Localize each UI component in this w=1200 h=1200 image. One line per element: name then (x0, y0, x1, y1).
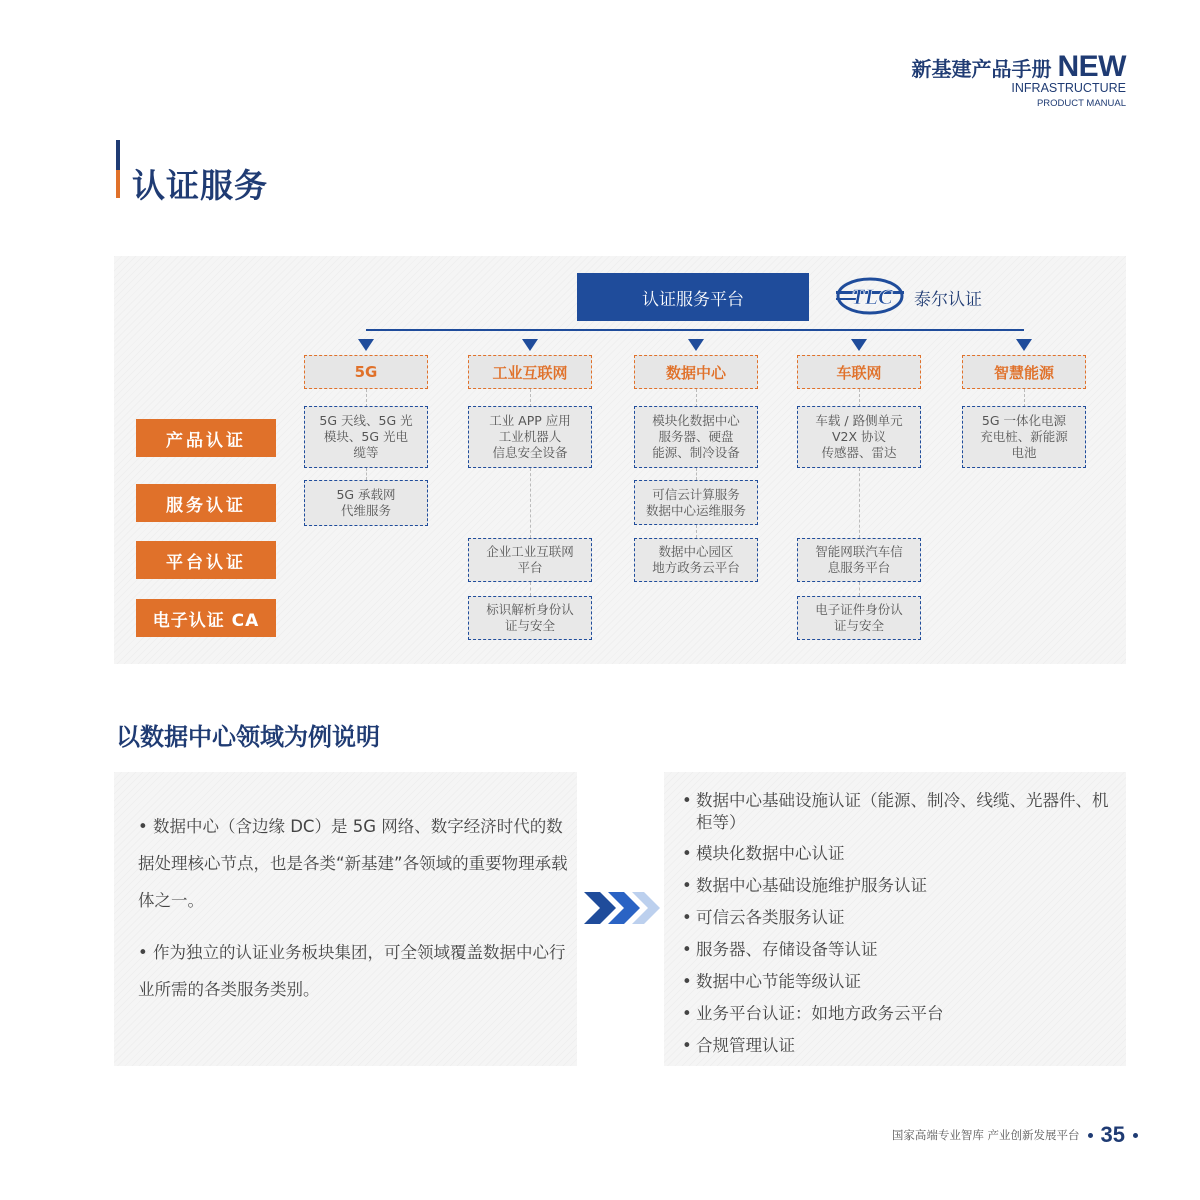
list-item: • 模块化数据中心认证 (682, 843, 1122, 865)
header-title (912, 52, 1127, 82)
footer-dot-icon (1088, 1133, 1093, 1138)
chevron-right-icon (584, 890, 664, 926)
item-industrial-platform: 企业工业互联网 平台 (468, 538, 592, 582)
connector-dash (530, 468, 531, 538)
certification-list (682, 790, 1122, 1067)
arrow-down-icon (851, 339, 867, 351)
list-item: • 业务平台认证：如地方政务云平台 (682, 1003, 1122, 1025)
title-accent-bar-orange (116, 170, 120, 198)
item-industrial-products: 工业 APP 应用 工业机器人 信息安全设备 (468, 406, 592, 468)
connector-dash (530, 582, 531, 596)
label-platform-certification: 平台认证 (136, 541, 276, 579)
page-title: 认证服务 (132, 166, 268, 205)
section-title: 以数据中心领域为例说明 (116, 723, 380, 751)
category-vehicle-network: 车联网 (797, 355, 921, 389)
connector-dash (1024, 389, 1025, 407)
item-vehicle-platform: 智能网联汽车信 息服务平台 (797, 538, 921, 582)
header-title-new: NEW (1057, 50, 1126, 83)
category-5g: 5G (304, 355, 428, 389)
connector-line (366, 329, 1024, 331)
category-industrial-internet: 工业互联网 (468, 355, 592, 389)
left-paragraph-2: • 作为独立的认证业务板块集团，可全领域覆盖数据中心行业所需的各类服务类别。 (138, 943, 566, 999)
list-item: • 数据中心基础设施维护服务认证 (682, 875, 1122, 897)
item-dc-products: 模块化数据中心 服务器、硬盘 能源、制冷设备 (634, 406, 758, 468)
list-item: • 可信云各类服务认证 (682, 907, 1122, 929)
arrow-down-icon (358, 339, 374, 351)
connector-dash (859, 468, 860, 538)
arrow-down-icon (522, 339, 538, 351)
tlc-logo-icon (836, 277, 904, 315)
connector-dash (366, 389, 367, 407)
header-subtitle-1: INFRASTRUCTURE (1011, 81, 1126, 95)
arrow-down-icon (688, 339, 704, 351)
header-subtitle-2: PRODUCT MANUAL (1036, 98, 1126, 109)
list-item: • 数据中心节能等级认证 (682, 971, 1122, 993)
item-vehicle-products: 车载 / 路侧单元 V2X 协议 传感器、雷达 (797, 406, 921, 468)
category-smart-energy: 智慧能源 (962, 355, 1086, 389)
label-electronic-ca: 电子认证 CA (136, 599, 276, 637)
footer (892, 1122, 1138, 1148)
list-item: • 合规管理认证 (682, 1035, 1122, 1057)
connector-dash (366, 468, 367, 480)
item-dc-platform: 数据中心园区 地方政务云平台 (634, 538, 758, 582)
item-energy-products: 5G 一体化电源 充电桩、新能源 电池 (962, 406, 1086, 468)
tlc-logo-text: TLC (851, 284, 893, 309)
item-vehicle-ca: 电子证件身份认 证与安全 (797, 596, 921, 640)
connector-dash (530, 389, 531, 407)
page-number: 35 (1100, 1122, 1125, 1147)
label-product-certification: 产品认证 (136, 419, 276, 457)
list-item: • 服务器、存储设备等认证 (682, 939, 1122, 961)
item-industrial-ca: 标识解析身份认 证与安全 (468, 596, 592, 640)
connector-dash (696, 389, 697, 407)
platform-box: 认证服务平台 (577, 273, 809, 321)
connector-dash (696, 468, 697, 480)
connector-dash (859, 389, 860, 407)
category-data-center: 数据中心 (634, 355, 758, 389)
footer-dot-icon (1133, 1133, 1138, 1138)
label-service-certification: 服务认证 (136, 484, 276, 522)
connector-dash (696, 525, 697, 538)
title-accent-bar-blue (116, 140, 120, 170)
connector-dash (859, 582, 860, 596)
header-title-cn: 新基建产品手册 (911, 57, 1052, 81)
item-5g-products: 5G 天线、5G 光 模块、5G 光电 缆等 (304, 406, 428, 468)
arrow-down-icon (1016, 339, 1032, 351)
list-item: • 数据中心基础设施认证（能源、制冷、线缆、光器件、机柜等） (682, 790, 1122, 834)
item-5g-services: 5G 承载网 代维服务 (304, 480, 428, 526)
org-name: 泰尔认证 (914, 290, 982, 310)
footer-text: 国家高端专业智库 产业创新发展平台 (891, 1128, 1080, 1142)
left-paragraph-1: • 数据中心（含边缘 DC）是 5G 网络、数字经济时代的数据处理核心节点，也是各类“新基建”各领域的重要物理承载体之一。 (138, 817, 568, 910)
item-dc-services: 可信云计算服务 数据中心运维服务 (634, 480, 758, 525)
